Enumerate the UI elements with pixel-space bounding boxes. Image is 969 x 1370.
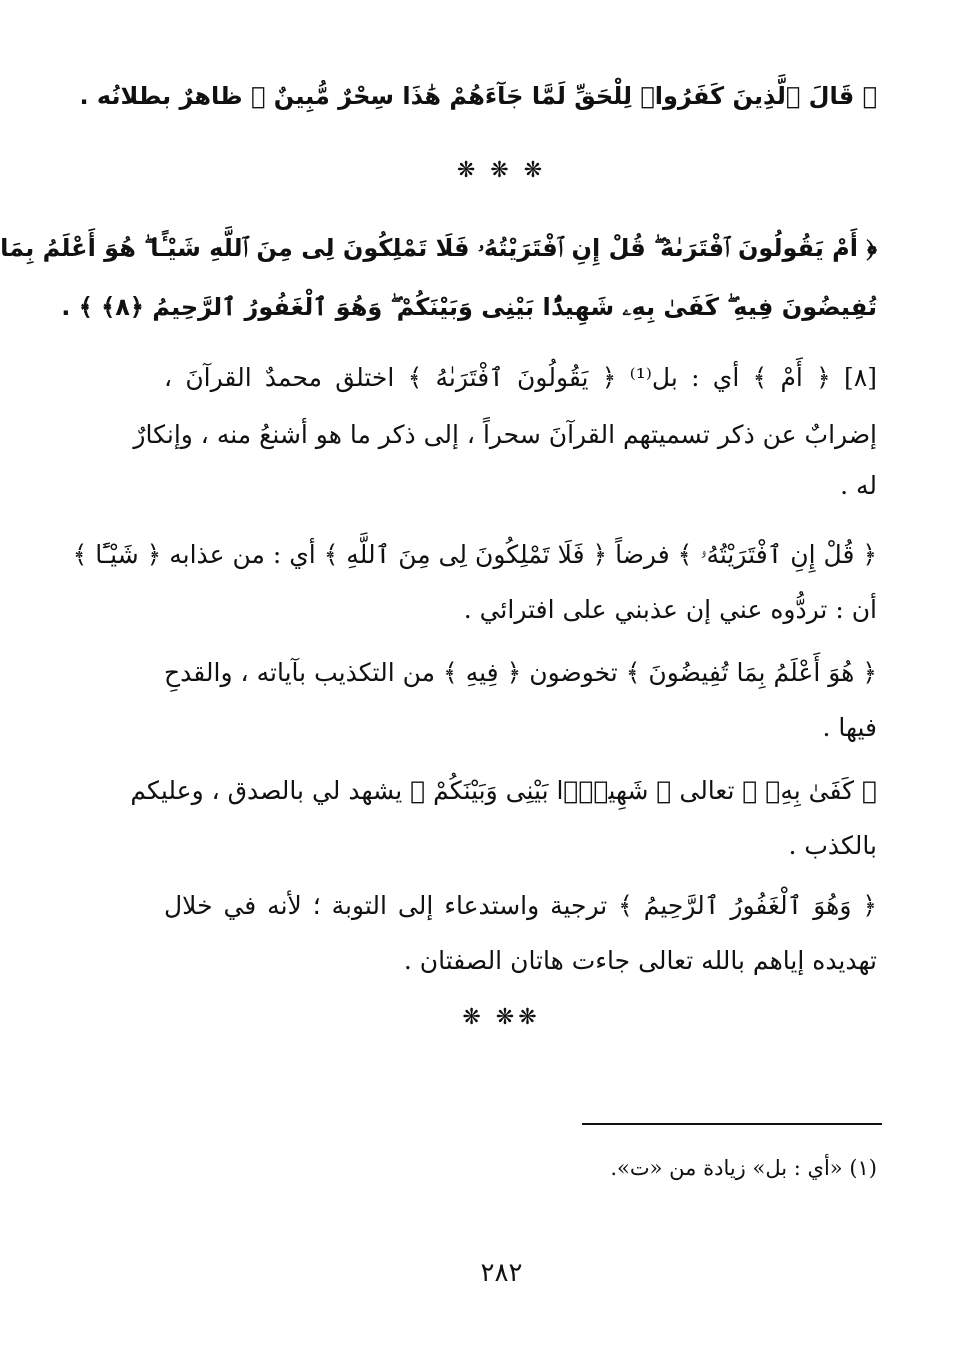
page-number: ٢٨٢: [480, 1258, 523, 1288]
footnote-divider: [582, 1123, 882, 1125]
commentary-line-6: ﴿ هُوَ أَعْلَمُ بِمَا تُفِيضُونَ ﴾ تخوضون ﴿ فِيهِ ﴾ من التكذيب بآياته ، والقدحِ: [164, 658, 877, 687]
verse-line-3: تُفِيضُونَ فِيهِ ۖ كَفَىٰ بِهِۦ شَهِيدًۢا بَيْنِى وَبَيْنَكُمْ ۖ وَهُوَ ٱلْغَفُورُ ٱلرَّحِيمُ ﴿٨﴾ ﴾ .: [61, 293, 877, 321]
section-separator-2: ❋❋ ❋: [462, 1005, 541, 1030]
section-separator-1: ❋ ❋ ❋: [456, 158, 547, 183]
verse-line-2: ﴿ أَمْ يَقُولُونَ ٱفْتَرَىٰهُ ۖ قُلْ إِنِ ٱفْتَرَيْتُهُۥ فَلَا تَمْلِكُونَ لِى مِنَ ٱللَّهِ شَيْـًٔا ۖ هُوَ أَعْلَمُ بِمَا: [0, 234, 877, 262]
commentary-line-11: تهديده إياهم بالله تعالى جاءت هاتان الصفتان .: [403, 946, 877, 975]
commentary-line-4: ﴿ قُلْ إِنِ ٱفْتَرَيْتُهُۥ ﴾ فرضاً ﴿ فَلَا تَمْلِكُونَ لِى مِنَ ٱللَّهِ ﴾ أي : من عذابه ﴿ شَيْـًٔا ﴾: [72, 540, 877, 569]
footnote: (١) «أي : بل» زيادة من «ت».: [610, 1156, 877, 1180]
commentary-line-2: إضرابٌ عن ذكر تسميتهم القرآنَ سحراً ، إلى ذكر ما هو أشنعُ منه ، وإنكارٌ: [133, 420, 877, 449]
commentary-line-1: [٨] ﴿ أَمْ ﴾ أي : بل⁽¹⁾ ﴿ يَقُولُونَ ٱفْتَرَىٰهُ ﴾ اختلق محمدٌ القرآنَ ،: [164, 363, 877, 392]
commentary-line-9: بالكذب .: [788, 831, 877, 860]
commentary-line-5: أن : تردُّوه عني إن عذبني على افترائي .: [463, 595, 877, 624]
commentary-line-7: فيها .: [822, 713, 877, 742]
commentary-line-3: له .: [840, 471, 877, 500]
verse-line-1: ﴿ قَالَ ٱلَّذِينَ كَفَرُوا۟ لِلْحَقِّ لَمَّا جَآءَهُمْ هَٰذَا سِحْرٌ مُّبِينٌ ﴾ ظاهرٌ بطلانُه .: [79, 82, 877, 110]
commentary-line-10: ﴿ وَهُوَ ٱلْغَفُورُ ٱلرَّحِيمُ ﴾ ترجية واستدعاء إلى التوبة ؛ لأنه في خلال: [164, 891, 877, 920]
commentary-line-8: ﴿ كَفَىٰ بِهِۦ ﴾ تعالى ﴿ شَهِيدًۢا بَيْنِى وَبَيْنَكُمْ ﴾ يشهد لي بالصدق ، وعليكم: [130, 776, 877, 805]
